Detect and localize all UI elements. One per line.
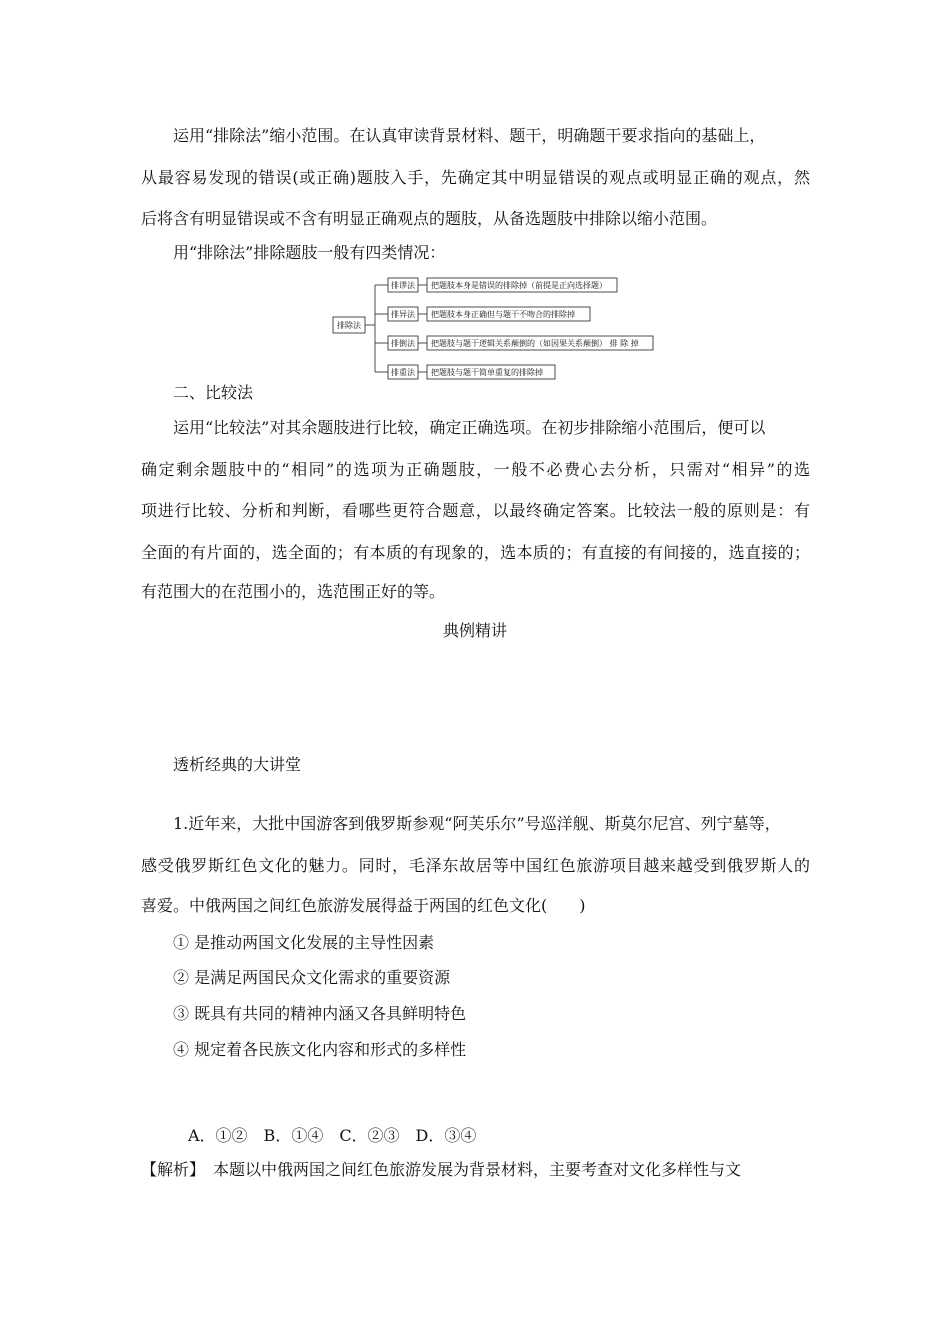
option-item: ① 是推动两国文化发展的主导性因素: [173, 933, 435, 952]
option-item: ④ 规定着各民族文化内容和形式的多样性: [173, 1040, 467, 1059]
analysis-text: 本题以中俄两国之间红色旅游发展为背景材料，主要考查对文化多样性与文: [197, 1160, 742, 1179]
intro-line: 用“排除法”排除题肢一般有四类情况：: [173, 243, 446, 262]
diagram-desc-text: 把题肢与题干逻辑关系颠倒的（如因果关系颠倒） 排 除 掉: [431, 339, 639, 348]
analysis-line: [141, 1160, 741, 1180]
analysis-label: 【解析】: [141, 1160, 198, 1179]
diagram-root-label: 排除法: [337, 321, 361, 330]
paragraph-line: 运用“比较法”对其余题肢进行比较，确定正确选项。在初步排除缩小范围后，便可以: [173, 418, 766, 437]
paragraph-line: 从最容易发现的错误(或正确)题肢入手，先确定其中明显错误的观点或明显正确的观点，然: [141, 168, 810, 187]
diagram-desc-text: 把题肢与题干简单重复的排除掉: [431, 368, 543, 377]
diagram-desc-text: 把题肢本身是错误的排除掉（前提是正向选择题）: [431, 281, 607, 290]
paragraph-line: 后将含有明显错误或不含有明显正确观点的题肢，从备选题肢中排除以缩小范围。: [141, 209, 718, 228]
paragraph-line: 有范围大的在范围小的，选范围正好的等。: [141, 582, 446, 601]
paragraph-line: 确定剩余题肢中的“相同”的选项为正确题肢，一般不必费心去分析，只需对“相异”的选: [141, 460, 810, 479]
classroom-heading: 透析经典的大讲堂: [173, 755, 302, 774]
diagram-branch-label: 排倒法: [391, 339, 415, 348]
diagram-branch-label: 排谬法: [391, 281, 415, 290]
question-line: 感受俄罗斯红色文化的魅力。同时，毛泽东故居等中国红色旅游项目越来越受到俄罗斯人的: [141, 856, 810, 875]
diagram-branch-label: 排重法: [391, 368, 415, 377]
diagram-desc-text: 把题肢本身正确但与题干不吻合的排除掉: [431, 310, 575, 319]
question-line: 喜爱。中俄两国之间红色旅游发展得益于两国的红色文化( ): [141, 896, 586, 915]
section-heading: 二、比较法: [173, 383, 254, 402]
question-line: 1.近年来，大批中国游客到俄罗斯参观“阿芙乐尔”号巡洋舰、斯莫尔尼宫、列宁墓等，: [173, 814, 781, 833]
option-item: ② 是满足两国民众文化需求的重要资源: [173, 968, 451, 987]
paragraph-line: 项进行比较、分析和判断，看哪些更符合题意，以最终确定答案。比较法一般的原则是：有: [141, 501, 810, 520]
elimination-method-diagram: [330, 275, 660, 385]
diagram-branch-label: 排异法: [391, 310, 415, 319]
examples-heading: 典例精讲: [442, 621, 507, 640]
answer-choices: A．①② B．①④ C．②③ D．③④: [188, 1126, 477, 1145]
paragraph-line: 全面的有片面的，选全面的；有本质的有现象的，选本质的；有直接的有间接的，选直接的；: [141, 543, 810, 562]
option-item: ③ 既具有共同的精神内涵又各具鲜明特色: [173, 1004, 467, 1023]
paragraph-line: 运用“排除法”缩小范围。在认真审读背景材料、题干，明确题干要求指向的基础上，: [173, 126, 766, 145]
